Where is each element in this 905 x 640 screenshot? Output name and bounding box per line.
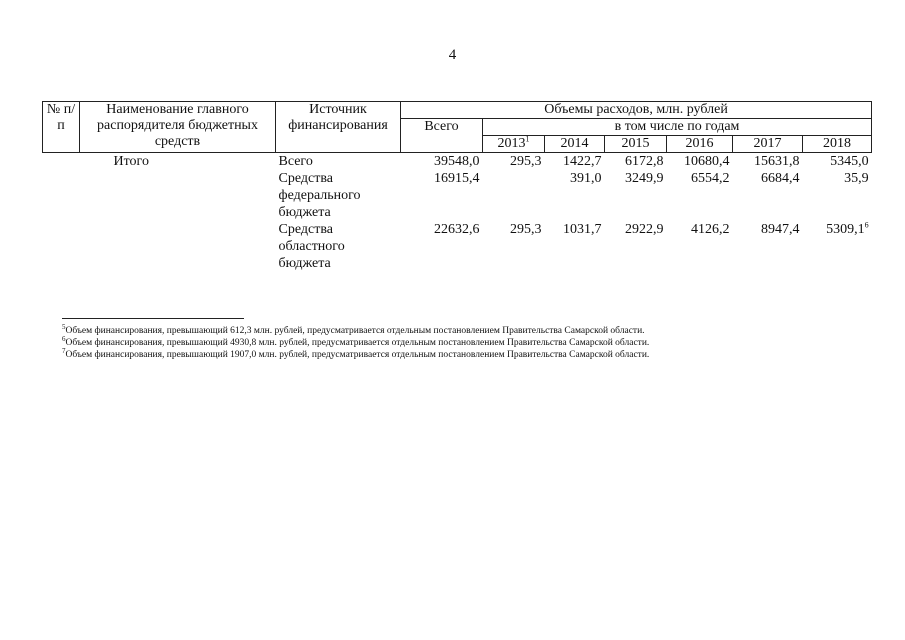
table-row: [43, 153, 872, 171]
row-total: 22632,6: [434, 222, 480, 237]
footnote-mark: 6: [62, 334, 66, 343]
footnotes: [62, 322, 862, 361]
footnote-mark: 5: [62, 322, 66, 331]
row-source: Средства областного бюджета: [278, 222, 345, 271]
row-value: 35,9: [844, 171, 869, 186]
header-year: [483, 136, 545, 153]
row-name: Итого: [113, 154, 149, 169]
footnote-text: Объем финансирования, превышающий 1907,0 млн. рублей, предусматривается отдельным постановлением Правительства Самарской области.: [65, 350, 650, 360]
header-by-years: в том числе по годам: [483, 119, 872, 136]
budget-table: [42, 101, 872, 272]
header-year-footnote: 1: [525, 134, 530, 144]
footnote-text: Объем финансирования, превышающий 4930,8 млн. рублей, предусматривается отдельным постановлением Правительства Самарской области.: [65, 338, 650, 348]
header-total: Всего: [401, 119, 483, 153]
header-num: № п/п: [43, 102, 80, 153]
table-body: [43, 153, 872, 273]
row-value: 295,3: [510, 222, 542, 237]
row-source: Всего: [278, 154, 313, 169]
row-value: 1031,7: [563, 222, 602, 237]
footnote: [62, 322, 862, 337]
header-year: 2016: [667, 136, 733, 153]
table-row: [43, 170, 872, 221]
row-footnote-mark: 6: [864, 220, 869, 230]
row-value: 15631,8: [754, 154, 800, 169]
header-year: 2018: [803, 136, 872, 153]
row-value: 5345,0: [830, 154, 869, 169]
row-name: [80, 221, 276, 272]
header-source: Источник финансирования: [276, 102, 401, 153]
row-total: 39548,0: [434, 154, 480, 169]
row-value: 6554,2: [691, 171, 730, 186]
row-value: 6172,8: [625, 154, 664, 169]
footnote: [62, 334, 862, 349]
row-value: 3249,9: [625, 171, 664, 186]
row-value: 295,3: [510, 154, 542, 169]
header-volumes: Объемы расходов, млн. рублей: [401, 102, 872, 119]
header-year: 2015: [605, 136, 667, 153]
row-value: 2922,9: [625, 222, 664, 237]
footnote-separator: [62, 318, 244, 319]
header-year: 2014: [545, 136, 605, 153]
row-name: [80, 170, 276, 221]
header-year: 2017: [733, 136, 803, 153]
row-total: 16915,4: [434, 171, 480, 186]
table-header: [43, 102, 872, 153]
row-value-last: 5309,1: [826, 222, 865, 237]
row-value: 6684,4: [761, 171, 800, 186]
header-year-label: 2013: [497, 136, 526, 151]
row-value-noted: [803, 221, 872, 272]
row-source: Средства федерального бюджета: [278, 171, 361, 220]
row-value: 8947,4: [761, 222, 800, 237]
row-value: [483, 170, 545, 221]
footnote-mark: 7: [62, 346, 66, 355]
table-row: [43, 221, 872, 272]
page-number: 4: [448, 47, 457, 63]
row-value: 4126,2: [691, 222, 730, 237]
footnote-text: Объем финансирования, превышающий 612,3 млн. рублей, предусматривается отдельным постановлением Правительства Самарской области.: [65, 326, 645, 336]
row-num: [43, 153, 80, 171]
header-name: Наименование главного распорядителя бюджетных средств: [80, 102, 276, 153]
row-value: 10680,4: [684, 154, 730, 169]
header-row-1: [43, 102, 872, 119]
row-num: [43, 170, 80, 221]
row-value: 1422,7: [563, 154, 602, 169]
row-value: 391,0: [570, 171, 602, 186]
row-num: [43, 221, 80, 272]
footnote: [62, 346, 862, 361]
